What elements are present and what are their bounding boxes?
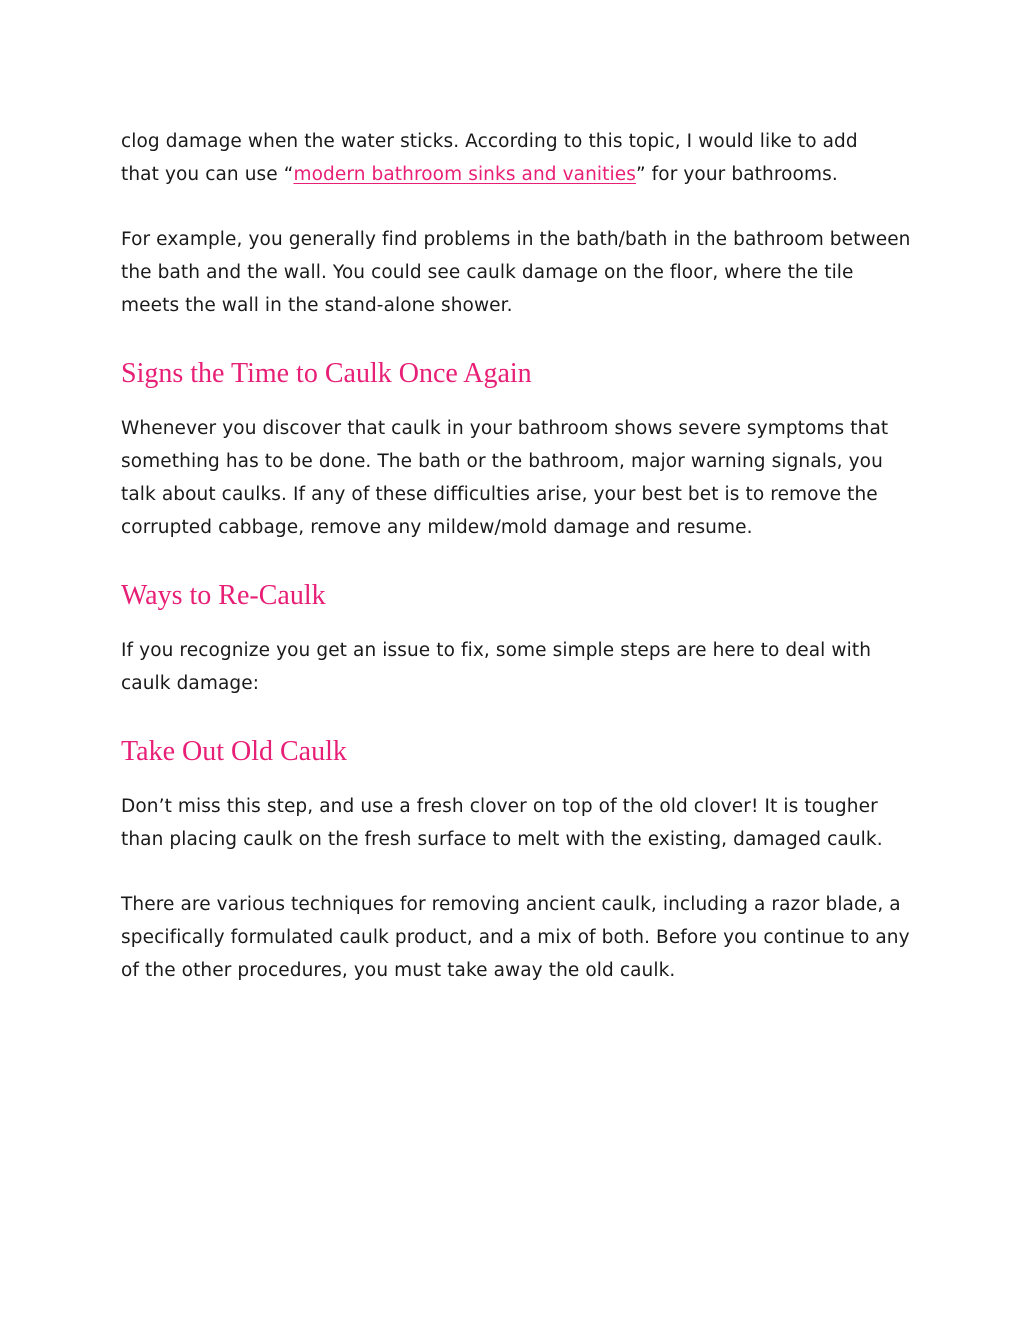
- heading-signs: Signs the Time to Caulk Once Again: [121, 358, 532, 389]
- document-page: [121, 125, 911, 987]
- paragraph-intro-line2-before: that you can use “: [121, 164, 294, 185]
- paragraph-example: For example, you generally find problems in the bath/bath in the bathroom between the bath and the wall. You could see caulk damage on the floor, where the tile meets the wall in the stand-alone shower.: [121, 229, 911, 316]
- paragraph-intro-line1: clog damage when the water sticks. According to this topic, I would like to add: [121, 131, 858, 152]
- bathroom-sinks-link[interactable]: modern bathroom sinks and vanities: [293, 164, 636, 185]
- paragraph-techniques: There are various techniques for removing ancient caulk, including a razor blade, a specifically formulated caulk product, and a mix of both. Before you continue to any of the other procedures, you must take away the old caulk.: [121, 894, 910, 981]
- paragraph-intro-line2-after: ” for your bathrooms.: [636, 164, 838, 185]
- paragraph-ways: If you recognize you get an issue to fix, some simple steps are here to deal with caulk damage:: [121, 640, 872, 694]
- heading-take-out: Take Out Old Caulk: [121, 736, 347, 767]
- paragraph-signs: Whenever you discover that caulk in your bathroom shows severe symptoms that something has to be done. The bath or the bathroom, major warning signals, you talk about caulks. If any of these difficulties arise, your best bet is to remove the corrupted cabbage, remove any mildew/mold damage and resume.: [121, 418, 889, 538]
- paragraph-take-out: Don’t miss this step, and use a fresh clover on top of the old clover! It is tougher than placing caulk on the fresh surface to melt with the existing, damaged caulk.: [121, 796, 883, 850]
- paragraph-intro: [121, 125, 911, 191]
- heading-ways: Ways to Re-Caulk: [121, 580, 326, 611]
